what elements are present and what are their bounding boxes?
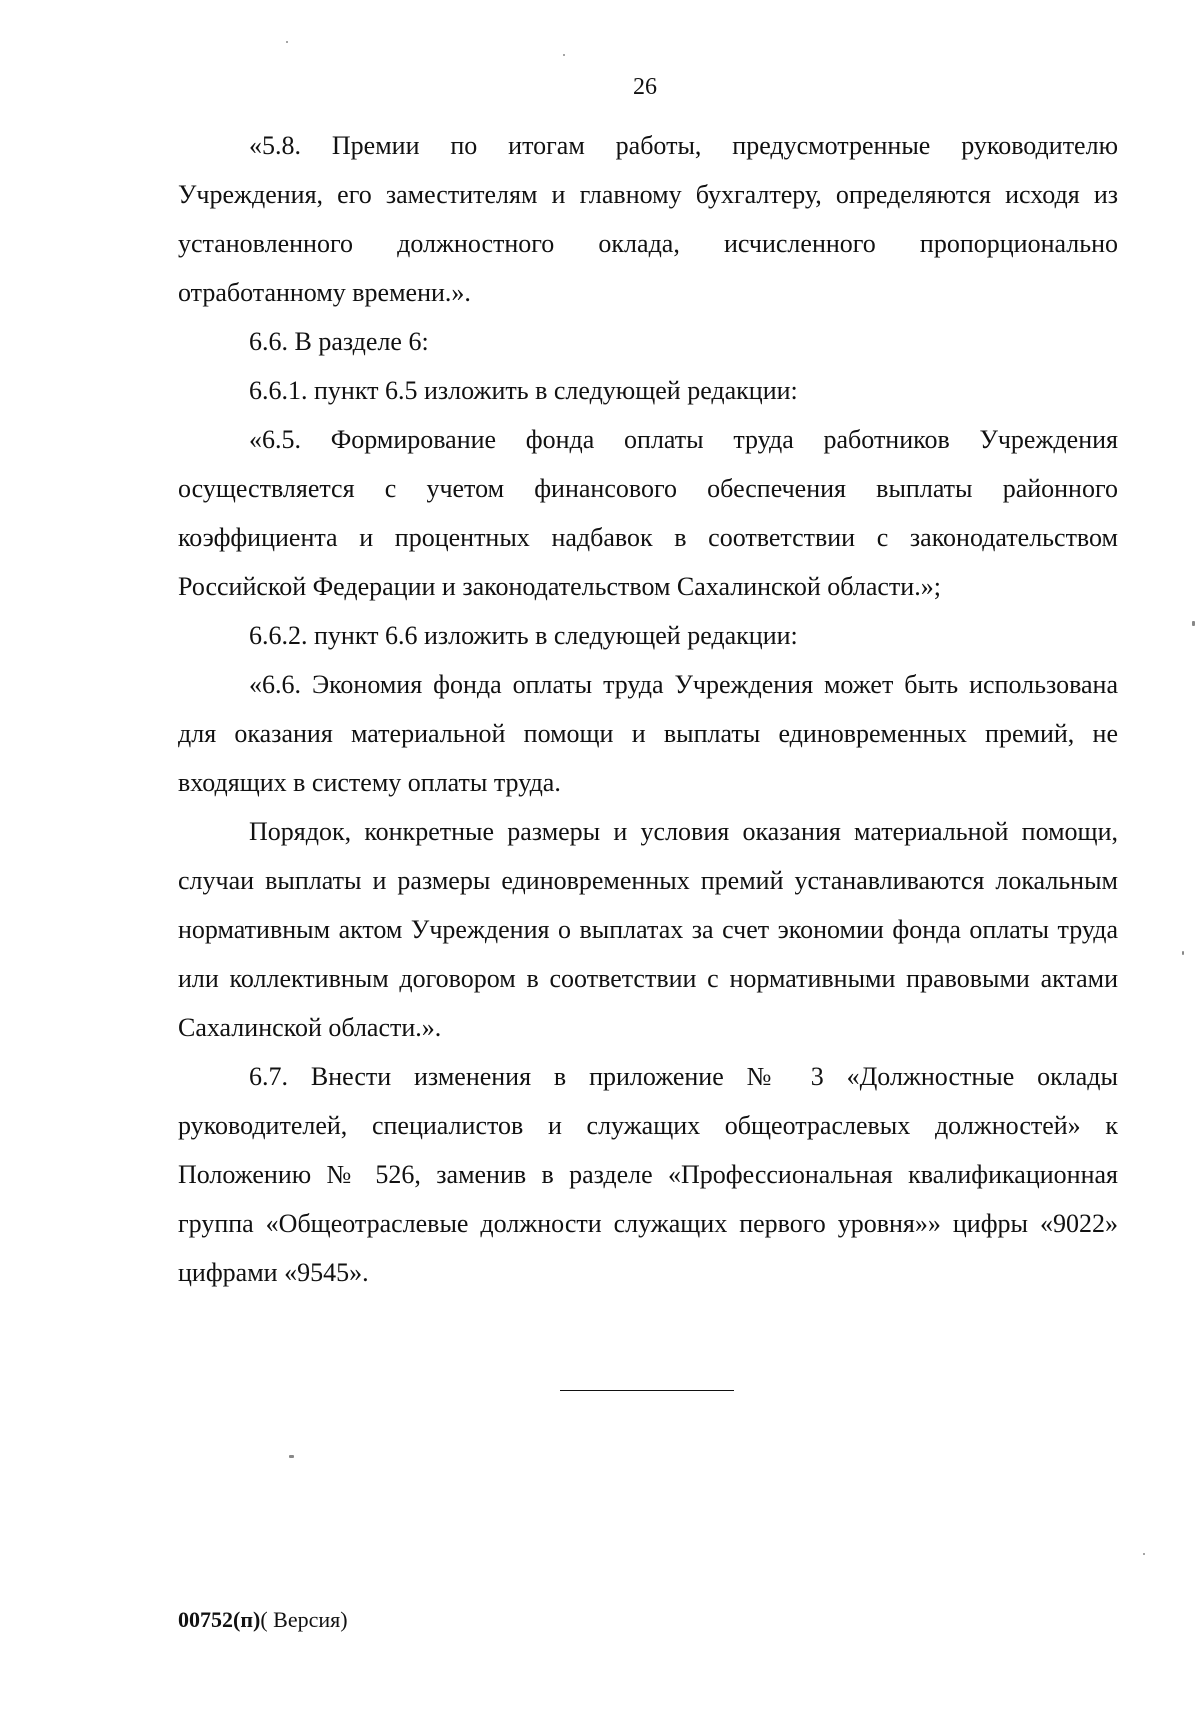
document-code: 00752(п) — [178, 1607, 261, 1632]
end-divider-line — [560, 1390, 734, 1391]
paragraph-6-6: 6.6. В разделе 6: — [249, 327, 429, 356]
paragraph-6-5-text: «6.5. Формирование фонда оплаты труда работников Учреждения осуществляется с учетом финансового обеспечения выплаты районного коэффициента и процентных надбавок в соответствии с законодательством Российской Федерации и законодательством Сахалинской области.»; — [178, 425, 1118, 601]
scan-speck — [1182, 951, 1184, 955]
scan-speck — [289, 1455, 294, 1458]
paragraph-6-6-text: «6.6. Экономия фонда оплаты труда Учреждения может быть использована для оказания материальной помощи и выплаты единовременных премий, не входящих в систему оплаты труда. — [178, 670, 1118, 797]
scan-speck — [1192, 621, 1195, 626]
document-body — [178, 121, 1118, 1297]
paragraph-6-6-1: 6.6.1. пункт 6.5 изложить в следующей редакции: — [249, 376, 798, 405]
scan-speck — [563, 54, 565, 56]
scan-speck — [1143, 1553, 1145, 1555]
page-number: 26 — [633, 74, 657, 100]
paragraph-6-6-2: 6.6.2. пункт 6.6 изложить в следующей редакции: — [249, 621, 798, 650]
document-version: ( Версия) — [260, 1607, 348, 1632]
paragraph-5-8: «5.8. Премии по итогам работы, предусмотренные руководителю Учреждения, его заместителям и главному бухгалтеру, определяются исходя из установленного должностного оклада, исчисленного пропорционально отработанному времени.». — [178, 131, 1118, 307]
paragraph-6-7: 6.7. Внести изменения в приложение № 3 «Должностные оклады руководителей, специалистов и служащих общеотраслевых должностей» к Положению № 526, заменив в разделе «Профессиональная квалификационная группа «Общеотраслевые должности служащих первого уровня»» цифры «9022» цифрами «9545». — [178, 1062, 1118, 1287]
document-footer — [178, 1606, 348, 1634]
scan-speck — [286, 41, 288, 43]
paragraph-order: Порядок, конкретные размеры и условия оказания материальной помощи, случаи выплаты и размеры единовременных премий устанавливаются локальным нормативным актом Учреждения о выплатах за счет экономии фонда оплаты труда или коллективным договором в соответствии с нормативными правовыми актами Сахалинской области.». — [178, 817, 1118, 1042]
